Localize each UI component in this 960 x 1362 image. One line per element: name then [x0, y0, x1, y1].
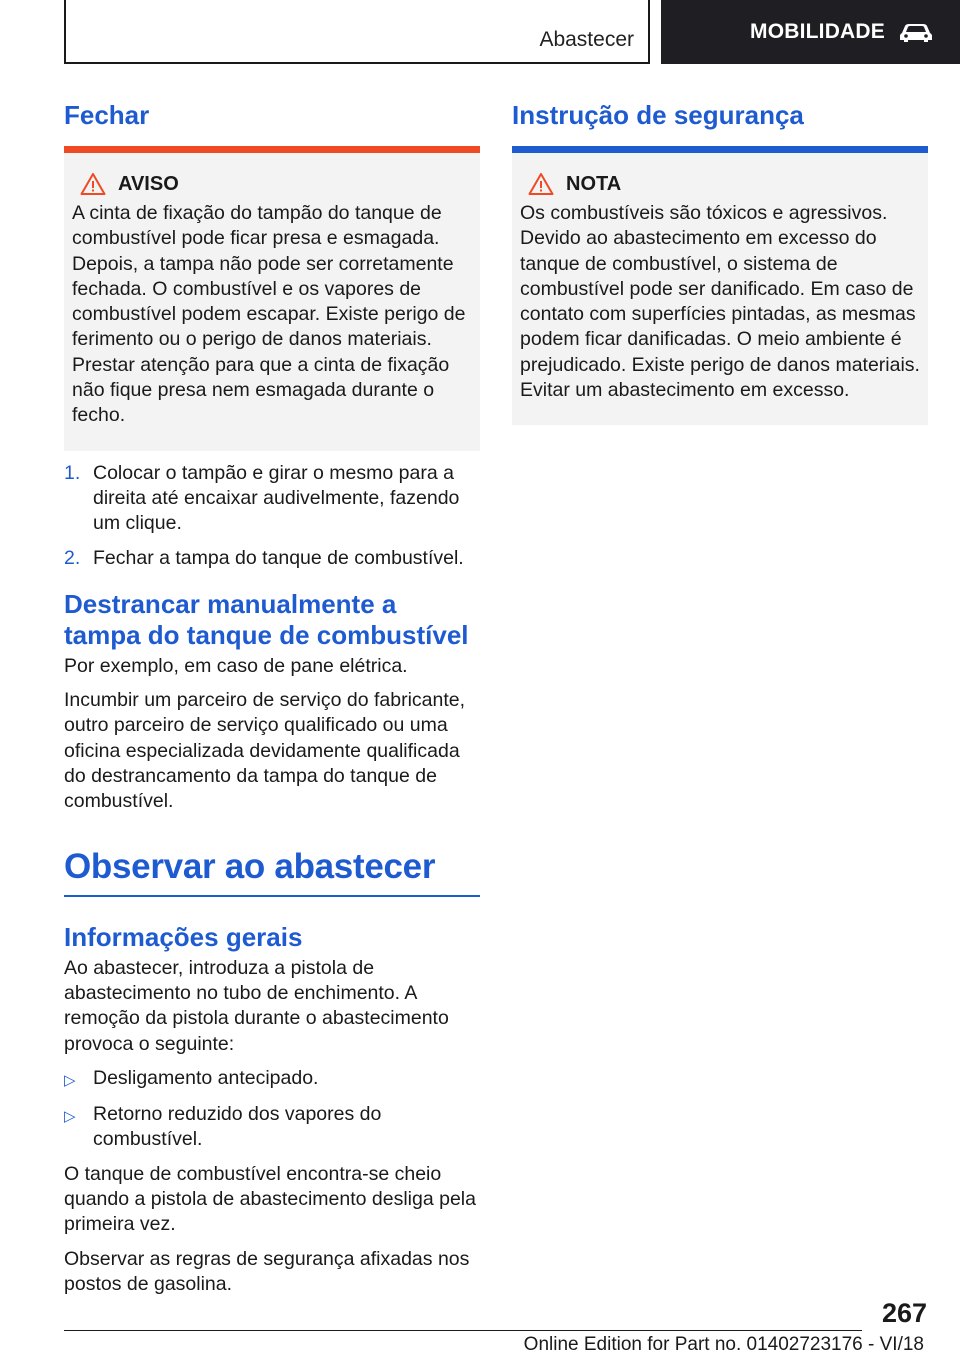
- header-section-title: Abastecer: [539, 28, 634, 51]
- note-text: Os combustíveis são tóxicos e agressivos. Devido ao abastecimento em excesso do tanque de combustível, o sistema de combustível pode ser danificado. Em caso de contato com superfícies pintadas, as mesmas podem ficar danificadas. O meio ambiente é prejudicado. Existe perigo de danos materiais. Evitar um abastecimento em excesso.: [520, 202, 920, 402]
- left-column: [64, 100, 480, 1297]
- footer-rule: [64, 1330, 862, 1331]
- right-column: [512, 100, 928, 425]
- warning-label: AVISO: [118, 172, 179, 195]
- step-text: Fechar a tampa do tanque de combustível.: [93, 546, 464, 569]
- header-chapter-bar: [661, 0, 960, 64]
- note-box: [512, 146, 928, 425]
- bullet-arrow-icon: ▷: [64, 1071, 76, 1089]
- info-p1: Ao abastecer, introduza a pistola de abastecimento no tubo de enchimento. A remoção da pistola durante o abastecimento provoca o seguinte:: [64, 956, 449, 1055]
- header-section-box: [64, 0, 650, 64]
- heading-observar: Observar ao abastecer: [64, 846, 436, 886]
- bullet-text: Desligamento antecipado.: [93, 1066, 319, 1089]
- warning-text: A cinta de fixação do tampão do tanque de combustível pode ficar presa e esmagada. Depois, a tampa não pode ser corretamente fechada. O combustível e os vapores de combustível podem escapar. Existe perigo de ferimento ou o perigo de danos materiais. Prestar atenção para que a cinta de fixação não fique presa nem esmagada durante o fecho.: [72, 202, 466, 427]
- note-header: [528, 171, 920, 197]
- destrancar-p1: Por exemplo, em caso de pane elétrica.: [64, 654, 408, 677]
- heading-rule: [64, 895, 480, 897]
- info-p2: O tanque de combustível encontra-se cheio quando a pistola de abastecimento desliga pela primeira vez.: [64, 1162, 476, 1236]
- warning-triangle-icon: [80, 172, 106, 196]
- list-item: [64, 546, 480, 571]
- bullet-list: [64, 1066, 480, 1153]
- bullet-text: Retorno reduzido dos vapores do combustível.: [93, 1103, 382, 1151]
- heading-fechar: Fechar: [64, 100, 150, 130]
- list-item: [64, 1066, 480, 1093]
- step-number: 1.: [64, 461, 81, 484]
- footer-edition: Online Edition for Part no. 01402723176 - VI/18: [523, 1334, 924, 1355]
- step-text: Colocar o tampão e girar o mesmo para a direita até encaixar audivelmente, fazendo um clique.: [93, 461, 460, 535]
- list-item: [64, 461, 480, 537]
- destrancar-p2: Incumbir um parceiro de serviço do fabricante, outro parceiro de serviço qualificado ou uma oficina especializada devidamente qualificada do destrancamento da tampa do tanque de combustível.: [64, 689, 466, 813]
- warning-triangle-icon: [528, 172, 554, 196]
- warning-header: [80, 171, 472, 197]
- page-number: 267: [881, 1298, 927, 1328]
- car-icon: [899, 21, 933, 43]
- steps-list: [64, 461, 480, 571]
- header-chapter-title: MOBILIDADE: [750, 20, 885, 43]
- warning-box: [64, 146, 480, 451]
- list-item: [64, 1102, 480, 1153]
- heading-instrucao: Instrução de segurança: [512, 100, 804, 130]
- info-p3: Observar as regras de segurança afixadas nos postos de gasolina.: [64, 1247, 470, 1295]
- heading-informacoes: Informações gerais: [64, 921, 303, 952]
- bullet-arrow-icon: ▷: [64, 1108, 76, 1126]
- step-number: 2.: [64, 546, 81, 569]
- note-label: NOTA: [566, 172, 622, 195]
- heading-destrancar: Destrancar manualmente a tampa do tanque de combustível: [64, 588, 469, 650]
